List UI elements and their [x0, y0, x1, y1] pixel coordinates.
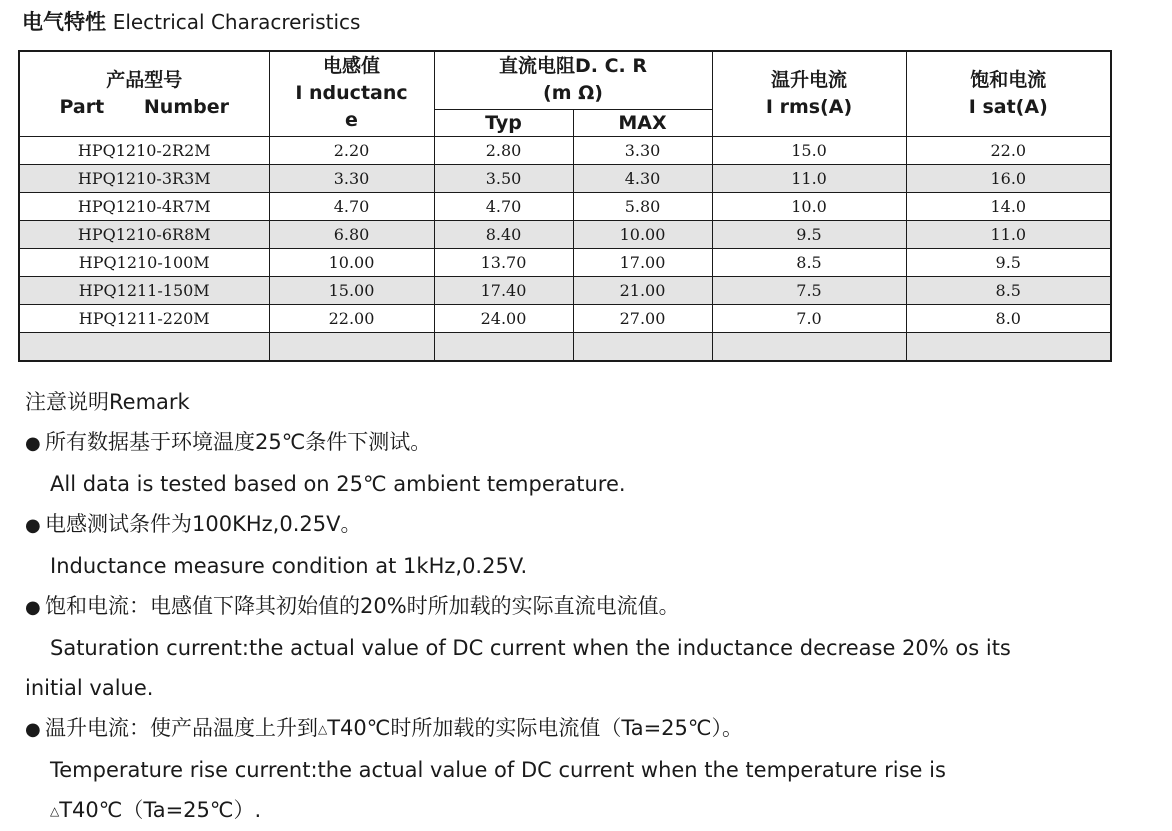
- remark-en: All data is tested based on 25℃ ambient temperature.: [50, 472, 626, 496]
- bullet-icon: ●: [25, 597, 41, 618]
- remark-cn: 饱和电流：电感值下降其初始值的20%时所加载的实际直流电流值。: [45, 594, 680, 618]
- header-isat: [906, 51, 1111, 136]
- empty-cell: [712, 332, 906, 361]
- cell-isat: 16.0: [906, 164, 1111, 192]
- remark-item: [25, 586, 1145, 628]
- cell-irms: 7.5: [712, 276, 906, 304]
- cell-dcr-max: 17.00: [573, 248, 712, 276]
- remark-en-continued: initial value.: [25, 676, 154, 700]
- remark-cn: 所有数据基于环境温度25℃条件下测试。: [45, 430, 432, 454]
- cell-inductance: 3.30: [269, 164, 434, 192]
- header-irms: [712, 51, 906, 136]
- header-max: MAX: [573, 109, 712, 136]
- electrical-spec-table: [18, 50, 1112, 362]
- cell-dcr-typ: 24.00: [434, 304, 573, 332]
- cell-isat: 9.5: [906, 248, 1111, 276]
- empty-cell: [269, 332, 434, 361]
- remark-en-continued: [25, 790, 1145, 831]
- header-isat-en: I sat(A): [968, 95, 1048, 118]
- cell-part: HPQ1210-3R3M: [19, 164, 269, 192]
- cell-dcr-typ: 4.70: [434, 192, 573, 220]
- header-part-number: [19, 51, 269, 136]
- cell-irms: 7.0: [712, 304, 906, 332]
- header-inductance: [269, 51, 434, 136]
- header-dcr-unit: (m Ω): [543, 82, 603, 105]
- bullet-icon: ●: [25, 433, 41, 454]
- cell-irms: 8.5: [712, 248, 906, 276]
- delta-icon: △: [50, 804, 60, 818]
- cell-isat: 11.0: [906, 220, 1111, 248]
- bullet-icon: ●: [25, 515, 41, 536]
- header-isat-cn: 饱和电流: [970, 68, 1047, 91]
- cell-dcr-typ: 3.50: [434, 164, 573, 192]
- header-typ: Typ: [434, 109, 573, 136]
- section-title: [22, 6, 360, 36]
- cell-irms: 11.0: [712, 164, 906, 192]
- cell-dcr-typ: 8.40: [434, 220, 573, 248]
- header-dcr-label: 直流电阻D. C. R: [499, 55, 648, 78]
- header-part-cn: 产品型号: [106, 68, 183, 91]
- table-row: [19, 248, 1111, 276]
- header-dcr: [434, 51, 712, 109]
- cell-dcr-max: 4.30: [573, 164, 712, 192]
- header-ind-cn: 电感值: [322, 55, 380, 78]
- empty-cell: [434, 332, 573, 361]
- table-row-empty: [19, 332, 1111, 361]
- table-row: [19, 192, 1111, 220]
- cell-dcr-max: 10.00: [573, 220, 712, 248]
- cell-part: HPQ1210-6R8M: [19, 220, 269, 248]
- cell-dcr-typ: 17.40: [434, 276, 573, 304]
- header-part-en: Part Number: [59, 95, 229, 118]
- remark-en: Temperature rise current:the actual value of DC current when the temperature rise is: [50, 758, 946, 782]
- remarks-heading: 注意说明Remark: [25, 390, 190, 414]
- remark-item: [25, 504, 1145, 546]
- cell-inductance: 4.70: [269, 192, 434, 220]
- remark-item: [25, 708, 1145, 750]
- header-irms-cn: 温升电流: [771, 68, 848, 91]
- remark-item: [25, 422, 1145, 464]
- header-ind-en1: I nductanc: [295, 82, 408, 105]
- cell-dcr-max: 27.00: [573, 304, 712, 332]
- table-row: [19, 136, 1111, 164]
- cell-part: HPQ1210-2R2M: [19, 136, 269, 164]
- empty-cell: [573, 332, 712, 361]
- title-en: Electrical Characreristics: [112, 10, 361, 34]
- remark-en: Inductance measure condition at 1kHz,0.25V.: [50, 554, 528, 578]
- cell-part: HPQ1211-150M: [19, 276, 269, 304]
- cell-part: HPQ1210-4R7M: [19, 192, 269, 220]
- cell-part: HPQ1210-100M: [19, 248, 269, 276]
- bullet-icon: ●: [25, 719, 41, 740]
- empty-cell: [906, 332, 1111, 361]
- table-row: [19, 220, 1111, 248]
- cell-dcr-max: 5.80: [573, 192, 712, 220]
- cell-dcr-typ: 13.70: [434, 248, 573, 276]
- cell-isat: 8.0: [906, 304, 1111, 332]
- table-row: [19, 276, 1111, 304]
- header-ind-en2: e: [345, 109, 358, 132]
- cell-irms: 15.0: [712, 136, 906, 164]
- cell-dcr-max: 21.00: [573, 276, 712, 304]
- cell-irms: 9.5: [712, 220, 906, 248]
- remark-en-tail: T40℃（Ta=25℃）.: [59, 798, 262, 822]
- header-irms-en: I rms(A): [765, 95, 853, 118]
- cell-isat: 14.0: [906, 192, 1111, 220]
- remarks-section: [25, 382, 1145, 831]
- remark-en: Saturation current:the actual value of DC current when the inductance decrease 20% os its: [50, 636, 1011, 660]
- remark-cn: 电感测试条件为100KHz,0.25V。: [45, 512, 362, 536]
- delta-icon: △: [318, 722, 328, 736]
- cell-dcr-typ: 2.80: [434, 136, 573, 164]
- empty-cell: [19, 332, 269, 361]
- remark-cn: 温升电流：使产品温度上升到: [45, 716, 318, 740]
- cell-inductance: 22.00: [269, 304, 434, 332]
- table-row: [19, 304, 1111, 332]
- cell-isat: 8.5: [906, 276, 1111, 304]
- table-row: [19, 164, 1111, 192]
- cell-inductance: 10.00: [269, 248, 434, 276]
- cell-inductance: 2.20: [269, 136, 434, 164]
- cell-inductance: 6.80: [269, 220, 434, 248]
- cell-inductance: 15.00: [269, 276, 434, 304]
- cell-isat: 22.0: [906, 136, 1111, 164]
- remark-cn-tail: T40℃时所加载的实际电流值（Ta=25℃）。: [327, 716, 743, 740]
- cell-irms: 10.0: [712, 192, 906, 220]
- cell-part: HPQ1211-220M: [19, 304, 269, 332]
- cell-dcr-max: 3.30: [573, 136, 712, 164]
- title-cn: 电气特性: [22, 10, 106, 34]
